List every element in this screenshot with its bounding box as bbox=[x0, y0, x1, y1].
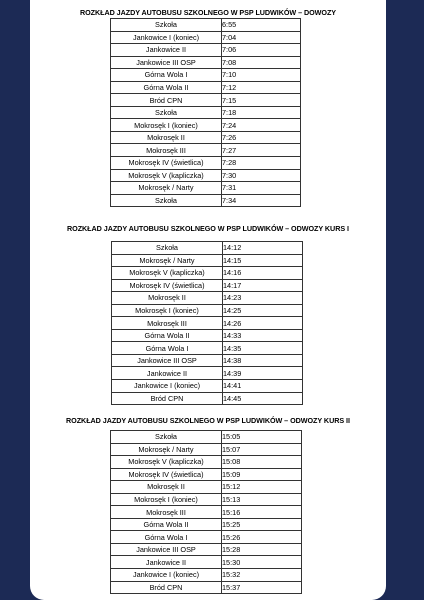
table-row bbox=[112, 279, 303, 292]
stop-name-cell: Mokrosęk / Narty bbox=[111, 182, 222, 195]
stop-name-cell: Górna Wola I bbox=[111, 531, 222, 544]
departure-time-cell: 14:15 bbox=[223, 254, 303, 267]
departure-time-cell: 14:38 bbox=[223, 354, 303, 367]
table-row bbox=[111, 431, 302, 444]
stop-name-cell: Mokrosęk V (kapliczka) bbox=[111, 169, 222, 182]
timetable-odwozy-kurs-1 bbox=[111, 241, 303, 405]
departure-time-cell: 14:33 bbox=[223, 329, 303, 342]
stop-name-cell: Mokrosęk III bbox=[112, 317, 223, 330]
table-row bbox=[112, 292, 303, 305]
table-row bbox=[112, 342, 303, 355]
table-row bbox=[111, 481, 302, 494]
table-row bbox=[111, 543, 302, 556]
timetable-dowozy bbox=[110, 18, 301, 207]
table-row bbox=[111, 94, 301, 107]
table-row bbox=[111, 81, 301, 94]
stop-name-cell: Jankowice II bbox=[111, 44, 222, 57]
stop-name-cell: Mokrosęk II bbox=[111, 481, 222, 494]
timetable-page bbox=[30, 0, 386, 600]
stop-name-cell: Szkoła bbox=[111, 431, 222, 444]
stop-name-cell: Jankowice II bbox=[111, 556, 222, 569]
table-row bbox=[112, 392, 303, 405]
departure-time-cell: 7:08 bbox=[222, 56, 301, 69]
departure-time-cell: 7:06 bbox=[222, 44, 301, 57]
departure-time-cell: 15:32 bbox=[222, 569, 302, 582]
stop-name-cell: Jankowice I (koniec) bbox=[111, 569, 222, 582]
stop-name-cell: Górna Wola I bbox=[112, 342, 223, 355]
stop-name-cell: Mokrosęk IV (świetlica) bbox=[111, 468, 222, 481]
stop-name-cell: Mokrosęk / Narty bbox=[111, 443, 222, 456]
departure-time-cell: 7:30 bbox=[222, 169, 301, 182]
table-row bbox=[111, 157, 301, 170]
stop-name-cell: Szkoła bbox=[112, 242, 223, 255]
table-row bbox=[111, 144, 301, 157]
table-row bbox=[111, 69, 301, 82]
stop-name-cell: Jankowice III OSP bbox=[112, 354, 223, 367]
stop-name-cell: Jankowice III OSP bbox=[111, 543, 222, 556]
departure-time-cell: 15:25 bbox=[222, 518, 302, 531]
stop-name-cell: Bród CPN bbox=[111, 581, 222, 594]
stop-name-cell: Górna Wola I bbox=[111, 69, 222, 82]
table-row bbox=[111, 169, 301, 182]
table-row bbox=[111, 119, 301, 132]
stop-name-cell: Mokrosęk III bbox=[111, 506, 222, 519]
table-row bbox=[111, 182, 301, 195]
table-row bbox=[111, 19, 301, 32]
departure-time-cell: 14:39 bbox=[223, 367, 303, 380]
departure-time-cell: 15:30 bbox=[222, 556, 302, 569]
timetable-odwozy-kurs-2 bbox=[110, 430, 302, 594]
table-row bbox=[112, 267, 303, 280]
table-row bbox=[111, 468, 302, 481]
table-row bbox=[112, 254, 303, 267]
stop-name-cell: Mokrosęk IV (świetlica) bbox=[112, 279, 223, 292]
departure-time-cell: 7:15 bbox=[222, 94, 301, 107]
table-row bbox=[111, 106, 301, 119]
stop-name-cell: Szkoła bbox=[111, 19, 222, 32]
stop-name-cell: Mokrosęk IV (świetlica) bbox=[111, 157, 222, 170]
table-row bbox=[112, 354, 303, 367]
stop-name-cell: Jankowice III OSP bbox=[111, 56, 222, 69]
departure-time-cell: 15:13 bbox=[222, 493, 302, 506]
table-row bbox=[111, 569, 302, 582]
section-title-dowozy: ROZKŁAD JAZDY AUTOBUSU SZKOLNEGO W PSP LUDWIKÓW – DOWOZY bbox=[79, 8, 337, 17]
section-title-odwozy-kurs-1: ROZKŁAD JAZDY AUTOBUSU SZKOLNEGO W PSP LUDWIKÓW – ODWOZY KURS I bbox=[67, 224, 349, 233]
stop-name-cell: Bród CPN bbox=[112, 392, 223, 405]
departure-time-cell: 14:35 bbox=[223, 342, 303, 355]
departure-time-cell: 14:17 bbox=[223, 279, 303, 292]
departure-time-cell: 14:12 bbox=[223, 242, 303, 255]
stop-name-cell: Jankowice II bbox=[112, 367, 223, 380]
table-row bbox=[111, 518, 302, 531]
table-row bbox=[112, 242, 303, 255]
departure-time-cell: 15:37 bbox=[222, 581, 302, 594]
departure-time-cell: 15:08 bbox=[222, 456, 302, 469]
stop-name-cell: Szkoła bbox=[111, 106, 222, 119]
table-row bbox=[111, 506, 302, 519]
table-row bbox=[111, 194, 301, 207]
table-row bbox=[111, 493, 302, 506]
departure-time-cell: 15:09 bbox=[222, 468, 302, 481]
stop-name-cell: Górna Wola II bbox=[111, 81, 222, 94]
table-row bbox=[112, 317, 303, 330]
departure-time-cell: 15:26 bbox=[222, 531, 302, 544]
stop-name-cell: Mokrosęk V (kapliczka) bbox=[111, 456, 222, 469]
departure-time-cell: 7:27 bbox=[222, 144, 301, 157]
table-row bbox=[111, 56, 301, 69]
stop-name-cell: Mokrosęk I (koniec) bbox=[111, 119, 222, 132]
table-row bbox=[111, 31, 301, 44]
departure-time-cell: 7:10 bbox=[222, 69, 301, 82]
stop-name-cell: Bród CPN bbox=[111, 94, 222, 107]
departure-time-cell: 7:12 bbox=[222, 81, 301, 94]
stop-name-cell: Mokrosęk V (kapliczka) bbox=[112, 267, 223, 280]
departure-time-cell: 7:04 bbox=[222, 31, 301, 44]
departure-time-cell: 15:12 bbox=[222, 481, 302, 494]
stop-name-cell: Jankowice I (koniec) bbox=[112, 380, 223, 393]
table-row bbox=[112, 380, 303, 393]
table-row bbox=[111, 44, 301, 57]
departure-time-cell: 14:26 bbox=[223, 317, 303, 330]
section-title-odwozy-kurs-2: ROZKŁAD JAZDY AUTOBUSU SZKOLNEGO W PSP LUDWIKÓW – ODWOZY KURS II bbox=[66, 416, 350, 425]
departure-time-cell: 7:26 bbox=[222, 131, 301, 144]
departure-time-cell: 7:31 bbox=[222, 182, 301, 195]
departure-time-cell: 15:07 bbox=[222, 443, 302, 456]
stop-name-cell: Mokrosęk / Narty bbox=[112, 254, 223, 267]
stop-name-cell: Mokrosęk I (koniec) bbox=[111, 493, 222, 506]
departure-time-cell: 15:28 bbox=[222, 543, 302, 556]
stop-name-cell: Górna Wola II bbox=[112, 329, 223, 342]
stop-name-cell: Mokrosęk II bbox=[111, 131, 222, 144]
departure-time-cell: 7:28 bbox=[222, 157, 301, 170]
departure-time-cell: 7:34 bbox=[222, 194, 301, 207]
table-row bbox=[112, 329, 303, 342]
departure-time-cell: 15:05 bbox=[222, 431, 302, 444]
departure-time-cell: 14:16 bbox=[223, 267, 303, 280]
departure-time-cell: 14:45 bbox=[223, 392, 303, 405]
stop-name-cell: Mokrosęk II bbox=[112, 292, 223, 305]
stop-name-cell: Górna Wola II bbox=[111, 518, 222, 531]
table-row bbox=[111, 456, 302, 469]
table-row bbox=[111, 443, 302, 456]
stop-name-cell: Mokrosęk III bbox=[111, 144, 222, 157]
departure-time-cell: 7:24 bbox=[222, 119, 301, 132]
departure-time-cell: 14:25 bbox=[223, 304, 303, 317]
table-row bbox=[111, 131, 301, 144]
stop-name-cell: Szkoła bbox=[111, 194, 222, 207]
table-row bbox=[111, 556, 302, 569]
departure-time-cell: 14:23 bbox=[223, 292, 303, 305]
departure-time-cell: 15:16 bbox=[222, 506, 302, 519]
stop-name-cell: Jankowice I (koniec) bbox=[111, 31, 222, 44]
departure-time-cell: 6:55 bbox=[222, 19, 301, 32]
table-row bbox=[112, 304, 303, 317]
table-row bbox=[111, 581, 302, 594]
table-row bbox=[111, 531, 302, 544]
departure-time-cell: 7:18 bbox=[222, 106, 301, 119]
table-row bbox=[112, 367, 303, 380]
departure-time-cell: 14:41 bbox=[223, 380, 303, 393]
stop-name-cell: Mokrosęk I (koniec) bbox=[112, 304, 223, 317]
